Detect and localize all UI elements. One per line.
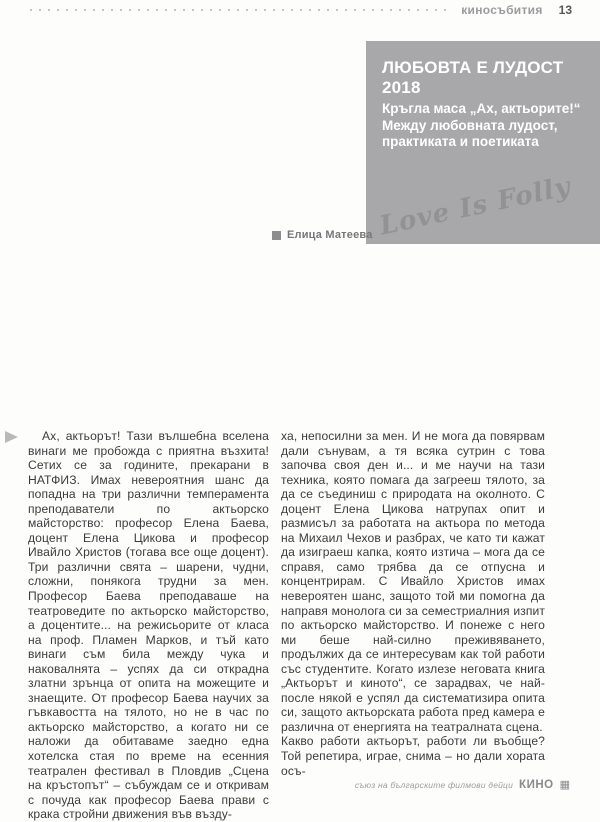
subtitle-line-2: Между любовната лудост,	[382, 117, 558, 133]
triangle-marker-icon	[5, 431, 18, 443]
article-title-box	[366, 41, 600, 244]
article-subtitle	[382, 101, 586, 151]
footer-publisher-text: съюз на българските филмови дейци	[354, 780, 514, 790]
article-body	[28, 429, 545, 822]
page-number: 13	[558, 3, 572, 17]
handwritten-watermark: Love Is Folly	[377, 171, 574, 242]
subtitle-line-1: Кръгла маса „Ах, актьорите!“	[382, 101, 581, 116]
paragraph: Ах, актьорът! Тази вълшебна вселена винаги ме пробожда с приятна възхита! Сетих се за годините, прекарани в НАТФИЗ. Имах невероятния шанс да попадна на три различни темперамента преподаватели по актьорско майсторство: професор Елена Баева, доцент Елена Цикова и професор Ивайло Христов (тогава все още доцент). Три различни свята – шарени, чудни, сложни, понякога трудни за мен. Професор Баева преподаваше на театроведите по актьорско майсторство, а доцентите... на режисьорите от класа на проф. Пламен Марков, и тъй като винаги съм била между чука и наковалнята – успях да си открадна златни зрънца от опита на можещите и знаещите. От професор Баева научих за гъвкавостта на тялото, но не в час по актьорско майсторство, а когато ни се наложи да обитаваме заедно една хотелска стая по време на есенния театрален фестивал в Пловдив „Сцена на кръстопът“ – събуждам се и откривам с почуда как професор Баева прави с крака стройни движения във възду-	[28, 429, 269, 822]
subtitle-line-3: практиката и поетиката	[382, 134, 539, 149]
byline	[272, 229, 373, 241]
grid-logo-icon: ▦	[559, 778, 570, 791]
left-column	[28, 429, 269, 822]
section-label: киносъбития	[461, 3, 543, 17]
paragraph: ха, непосилни за мен. И не мога да повярвам дали сънувам, а тя всяка сутрин с това започва своя ден и... и ме научи на тази техника, която помага да загрееш тялото, за да се съединиш с природата на околното. С доцент Елена Цикова натрупах опит и размисъл за работата на актьора по метода на Михаил Чехов и разбрах, че като ти кажат да изиграеш капка, която изтича – мога да се справя, само трябва да се отпусна и концентрирам. С Ивайло Христов имах невероятен шанс, защото той ми помогна да направя монолога си за семестриалния изпит по актьорско майсторство. И понеже с него ми беше най-силно преживяването, продължих да се интересувам как той работи със студентите. Когато излезе неговата книга „Актьорът и киното“, се зарадвах, че най-после някой е успял да систематизира опита си, защото актьорската работа пред камера е различна от енергията на театралната сцена.	[281, 429, 545, 734]
page-header	[30, 2, 572, 18]
article-title: ЛЮБОВТА Е ЛУДОСТ 2018	[382, 58, 564, 97]
author-name: Елица Матеева	[287, 229, 373, 241]
right-column	[281, 429, 545, 822]
dotted-leader-line	[30, 9, 451, 11]
square-bullet-icon	[272, 231, 281, 240]
paragraph: Какво работи актьорът, работи ли въобще? Той репетира, играе, снима – но дали хората осъ-	[281, 734, 545, 778]
page-footer	[355, 779, 570, 791]
footer-brand: КИНО	[519, 779, 554, 791]
